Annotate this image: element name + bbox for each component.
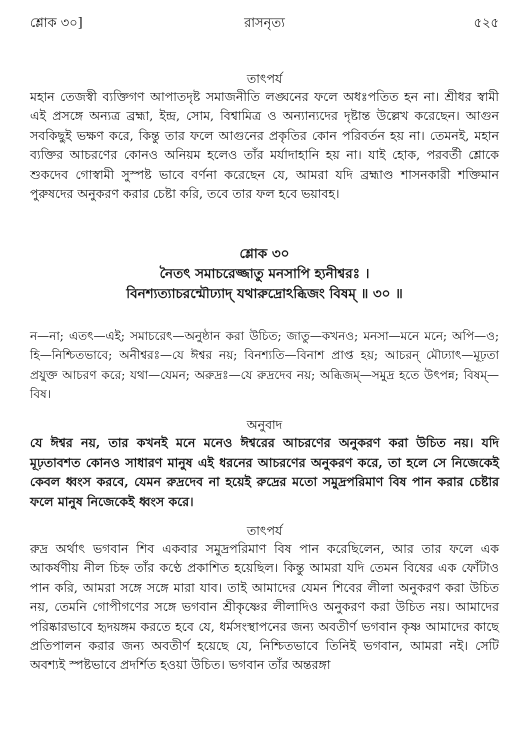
verse-line-2: বিনশ্যত্যাচরন্মৌঢ্যাদ্ যথারুদ্রোঽব্ধিজং বিষম্ ॥ ৩০ ॥: [126, 286, 403, 302]
header-chapter-title: রাসনৃত্য: [244, 16, 285, 31]
verse-line-1: নৈতৎ সমাচরেজ্জাতু মনসাপি হ্যনীশ্বরঃ ।: [159, 266, 370, 282]
purport-section-1: [30, 70, 499, 203]
translation-section: [30, 416, 499, 511]
purport-heading: তাৎপর্য: [246, 71, 283, 86]
purport-heading: তাৎপর্য: [246, 523, 283, 538]
synonyms-section: [30, 327, 499, 405]
translation-paragraph: যে ঈশ্বর নয়, তার কখনই মনে মনেও ঈশ্বরের আচরণের অনুকরণ করা উচিত নয়। যদি মূঢ়তাবশত কোনও সাধারণ মানুষ এই ধরনের আচরণের অনুকরণ করে, তা হলে সে নিজেকেই কেবল ধ্বংস করবে, যেমন রুদ্রদেব না হয়েই রুদ্রের মতো সমুদ্রপরিমাণ বিষ পান করার চেষ্টার ফলে মানুষ নিজেকেই ধ্বংস করে।: [30, 435, 499, 509]
verse-number: শ্লোক ৩০: [239, 246, 290, 262]
purport-paragraph: মহান তেজস্বী ব্যক্তিগণ আপাতদৃষ্ট সমাজনীতি লঙ্ঘনের ফলে অধঃপতিত হন না। শ্রীধর স্বামী এই প্রসঙ্গে অন্যত্র ব্রহ্মা, ইন্দ্র, সোম, বিশ্বামিত্র ও অন্যান্যদের দৃষ্টান্ত উল্লেখ করেছেন। আগুন সবকিছুই ভক্ষণ করে, কিন্তু তার ফলে আগুনের প্রকৃতির কোন পরিবর্তন হয় না। তেমনই, মহান ব্যক্তির আচরণের কোনও অনিয়ম হলেও তাঁর মর্যাদাহানি হয় না। যাই হোক, পরবর্তী শ্লোকে শুকদেব গোস্বামী সুস্পষ্ট ভাবে বর্ণনা করেছেন যে, আমরা যদি ব্রহ্মাণ্ড শাসনকারী শক্তিমান পুরুষদের অনুকরণ করার চেষ্টা করি, তবে তার ফল হবে ভয়াবহ।: [30, 89, 499, 202]
purport-paragraph: রুদ্র অর্থাৎ ভগবান শিব একবার সমুদ্রপরিমাণ বিষ পান করেছিলেন, আর তার ফলে এক আকর্ষণীয় নীল চিহ্ন তাঁর কণ্ঠে প্রকাশিত হয়েছিল। কিন্তু আমরা যদি তেমন বিষের এক ফোঁটাও পান করি, আমরা সঙ্গে সঙ্গে মারা যাব। তাই আমাদের যেমন শিবের লীলা অনুকরণ করা উচিত নয়, তেমনি গোপীগণের সঙ্গে ভগবান শ্রীকৃষ্ণের লীলাদিও অনুকরণ করা উচিত নয়। আমাদের পরিষ্কারভাবে হৃদয়ঙ্গম করতে হবে যে, ধর্মসংস্থাপনের জন্য অবতীর্ণ ভগবান কৃষ্ণ আমাদের কাছে প্রতিপালন করার জন্য অবতীর্ণ হয়েছে যে, নিশ্চিতভাবে তিনিই ভগবান, আমরা নই। সেটি অবশ্যই স্পষ্টভাবে প্রদর্শিত হওয়া উচিত। ভগবান তাঁর অন্তরঙ্গা: [30, 541, 499, 673]
running-header: [30, 14, 499, 34]
synonyms-paragraph: ন—না; এতৎ—এই; সমাচরেৎ—অনুষ্ঠান করা উচিত; জাতু—কখনও; মনসা—মনে মনে; অপি—ও; হি—নিশ্চিতভাবে; অনীশ্বরঃ—যে ঈশ্বর নয়; বিনশ্যতি—বিনাশ প্রাপ্ত হয়; আচরন্ মৌঢ্যাৎ—মূঢ়তা প্রযুক্ত আচরণ করে; যথা—যেমন; অরুদ্রঃ—যে রুদ্রদেব নয়; অব্ধিজম্—সমুদ্র হতে উৎপন্ন; বিষম্—বিষ।: [30, 329, 499, 402]
header-page-number: ৫২৫: [473, 16, 499, 31]
verse-section: [30, 244, 499, 304]
header-verse-ref: শ্লোক ৩০]: [30, 16, 83, 31]
purport-section-2: [30, 522, 499, 675]
translation-heading: অনুবাদ: [246, 417, 283, 432]
